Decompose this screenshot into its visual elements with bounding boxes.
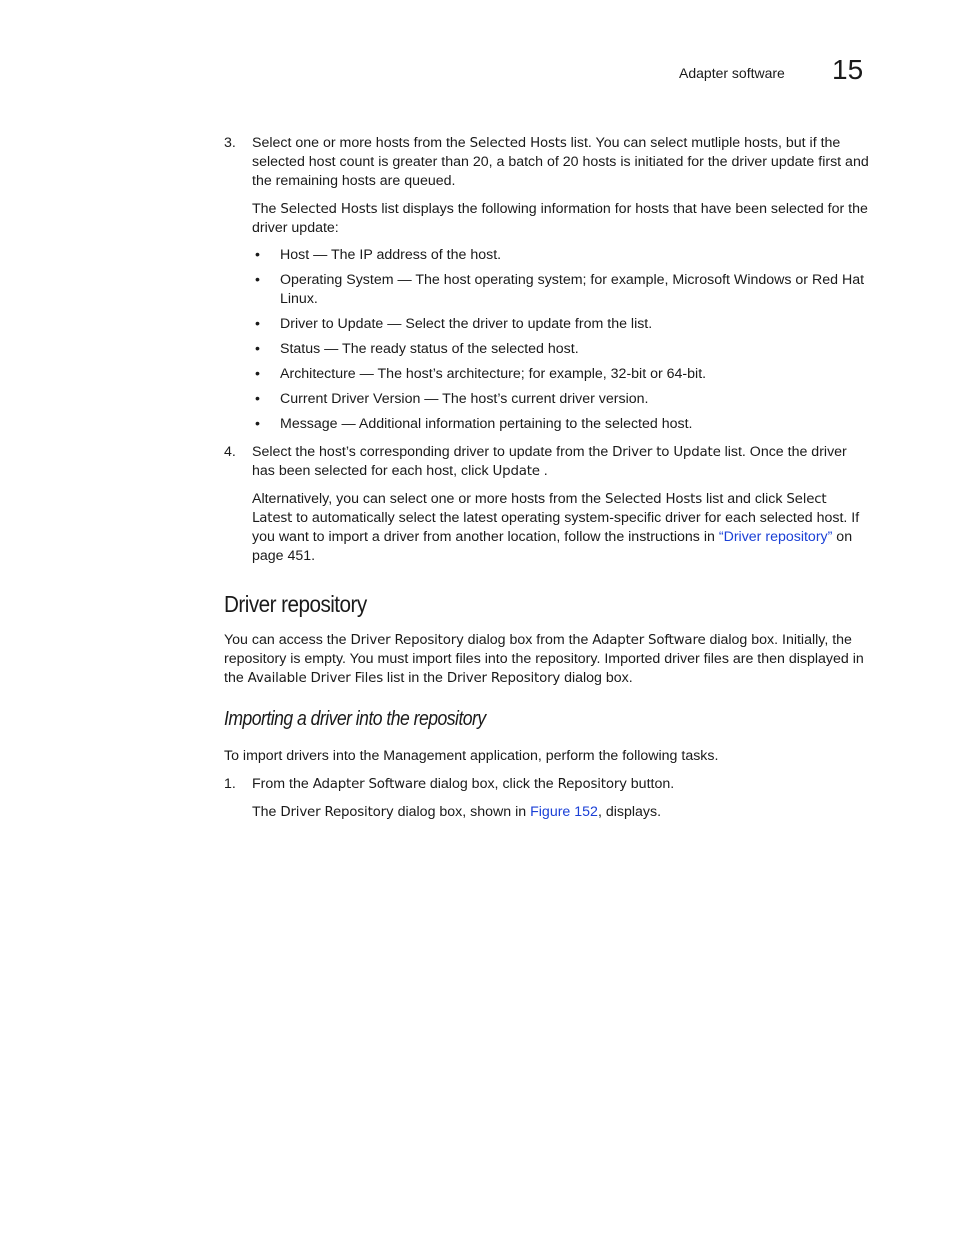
ui-term: Adapter Software — [312, 777, 426, 792]
step-number: 1. — [224, 776, 236, 792]
subsection-title: Importing a driver into the repository — [224, 708, 486, 730]
host-info-list — [252, 246, 870, 440]
list-item: • Operating System — The host operating system; for example, Microsoft Windows or Red Hat Linux. — [255, 272, 865, 307]
bullet-icon: • — [255, 247, 260, 263]
step-4-text: Select the host’s corresponding driver to update from the Driver to Update list. Once the driver has been selected for each host, click Update . — [252, 444, 847, 479]
step-3-text: Select one or more hosts from the Selected Hosts list. You can select mutliple hosts, but if the selected host count is greater than 20, a batch of 20 hosts is initiated for the driver update first and the remaining hosts are queued. — [252, 135, 869, 189]
step-3 — [224, 134, 870, 191]
bullet-icon: • — [255, 391, 260, 407]
list-item: • Host — The IP address of the host. — [255, 247, 502, 263]
subsection-intro: To import drivers into the Management application, perform the following tasks. — [224, 748, 719, 764]
step-4-paragraph: Alternatively, you can select one or more hosts from the Selected Hosts list and click Select Latest to automatically select the latest operating system-specific driver for each selected host. If you want to import a driver from another location, follow the instructions in “Driver repository” on page 451. — [252, 491, 860, 564]
section-title: Driver repository — [224, 591, 367, 617]
bullet-icon: • — [255, 316, 260, 332]
step-1-text: From the Adapter Software dialog box, click the Repository button. — [252, 776, 675, 792]
header-chapter-number: 15 — [832, 54, 864, 85]
bullet-icon: • — [255, 341, 260, 357]
step-1-paragraph: The Driver Repository dialog box, shown in Figure 152, displays. — [252, 804, 662, 820]
ui-term: Update — [492, 464, 540, 479]
figure-152-link[interactable]: Figure 152 — [530, 804, 598, 820]
ui-term: Selected Hosts — [605, 492, 702, 507]
ui-term: Selected Hosts — [469, 136, 567, 151]
bullet-icon: • — [255, 416, 260, 432]
list-item: • Current Driver Version — The host’s current driver version. — [255, 391, 649, 407]
step-number: 3. — [224, 135, 236, 151]
ui-term: Selected Hosts — [280, 202, 378, 217]
ui-term: Repository — [557, 777, 627, 792]
ui-term: Available Driver Files — [247, 671, 383, 686]
section-intro: You can access the Driver Repository dialog box from the Adapter Software dialog box. Initially, the repository is empty. You must import files into the repository. Imported driver files are then displayed in the Available Driver Files list in the Driver Repository dialog box. — [224, 632, 864, 686]
ui-term: Driver Repository — [280, 805, 394, 820]
ui-term: Select Latest — [252, 492, 827, 526]
header-section-title: Adapter software — [679, 65, 785, 81]
step-4 — [224, 443, 870, 481]
ui-term: Driver Repository — [350, 633, 464, 648]
step-number: 4. — [224, 444, 236, 460]
ui-term: Driver Repository — [446, 671, 561, 686]
bullet-icon: • — [255, 366, 260, 382]
driver-repository-link[interactable]: “Driver repository” — [718, 529, 833, 545]
list-item: • Architecture — The host’s architecture; for example, 32-bit or 64-bit. — [255, 366, 707, 382]
step-3-paragraph: The Selected Hosts list displays the following information for hosts that have been selected for the driver update: — [252, 201, 868, 236]
list-item: • Status — The ready status of the selected host. — [255, 341, 579, 357]
list-item: • Message — Additional information pertaining to the selected host. — [255, 416, 693, 432]
list-item: • Driver to Update — Select the driver to update from the list. — [255, 316, 653, 332]
step-1 — [224, 775, 870, 794]
bullet-icon: • — [255, 272, 260, 288]
ui-term: Adapter Software — [592, 633, 706, 648]
ui-term: Driver to Update — [612, 445, 721, 460]
